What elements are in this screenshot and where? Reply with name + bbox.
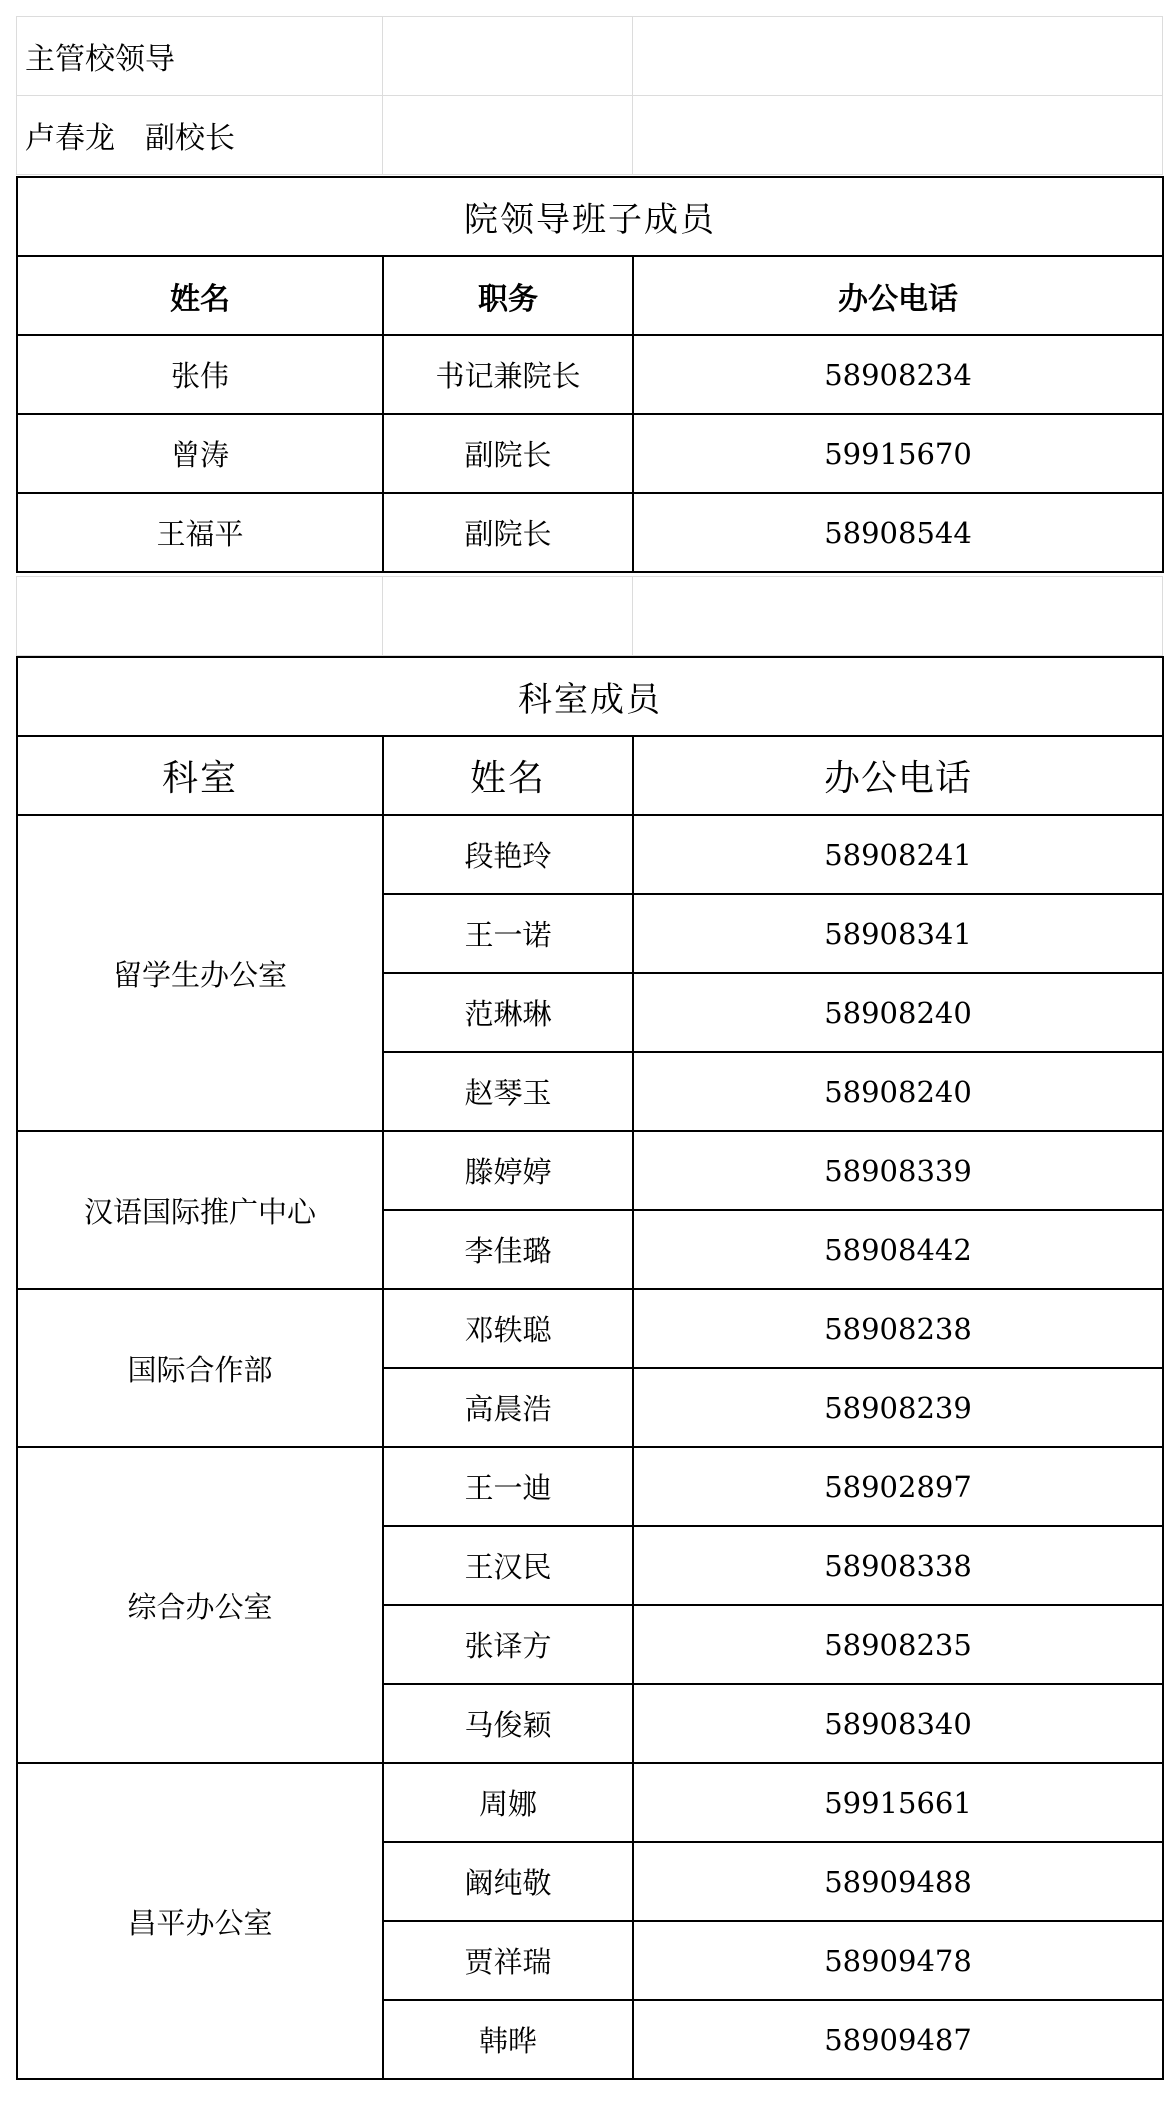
header-position: 职务 — [383, 256, 633, 335]
leader-name: 王福平 — [17, 493, 383, 572]
member-phone: 58908339 — [633, 1131, 1163, 1210]
member-name: 张译方 — [383, 1605, 633, 1684]
member-phone: 58908338 — [633, 1526, 1163, 1605]
table-row — [17, 815, 1163, 894]
member-name: 段艳玲 — [383, 815, 633, 894]
table-row — [17, 493, 1163, 572]
leader-position: 副院长 — [383, 493, 633, 572]
member-phone: 58909487 — [633, 2000, 1163, 2079]
member-phone: 58902897 — [633, 1447, 1163, 1526]
member-name: 王汉民 — [383, 1526, 633, 1605]
member-phone: 58908238 — [633, 1289, 1163, 1368]
member-name: 李佳璐 — [383, 1210, 633, 1289]
member-phone: 58908239 — [633, 1368, 1163, 1447]
member-name: 马俊颖 — [383, 1684, 633, 1763]
member-phone: 58909488 — [633, 1842, 1163, 1921]
member-name: 王一诺 — [383, 894, 633, 973]
member-name: 高晨浩 — [383, 1368, 633, 1447]
member-name: 范琳琳 — [383, 973, 633, 1052]
header-phone: 办公电话 — [633, 256, 1163, 335]
member-phone: 58908442 — [633, 1210, 1163, 1289]
header-name: 姓名 — [17, 256, 383, 335]
leadership-table — [16, 176, 1164, 573]
departments-table — [16, 656, 1164, 2080]
table-row — [17, 1131, 1163, 1210]
dept-name: 留学生办公室 — [17, 815, 383, 1131]
member-name: 阚纯敬 — [383, 1842, 633, 1921]
member-phone: 58908341 — [633, 894, 1163, 973]
header-phone: 办公电话 — [633, 736, 1163, 815]
dept-name: 综合办公室 — [17, 1447, 383, 1763]
leader-phone: 58908544 — [633, 493, 1163, 572]
dept-name: 汉语国际推广中心 — [17, 1131, 383, 1289]
header-name: 姓名 — [383, 736, 633, 815]
leader-position: 副院长 — [383, 414, 633, 493]
leader-position: 书记兼院长 — [383, 335, 633, 414]
member-name: 贾祥瑞 — [383, 1921, 633, 2000]
top-grid — [16, 16, 1163, 175]
member-phone: 58908340 — [633, 1684, 1163, 1763]
member-name: 王一迪 — [383, 1447, 633, 1526]
member-name: 邓轶聪 — [383, 1289, 633, 1368]
member-phone: 58908235 — [633, 1605, 1163, 1684]
table-row — [17, 1763, 1163, 1842]
member-phone: 58909478 — [633, 1921, 1163, 2000]
member-name: 韩晔 — [383, 2000, 633, 2079]
table-row — [17, 414, 1163, 493]
header-dept: 科室 — [17, 736, 383, 815]
member-phone: 59915661 — [633, 1763, 1163, 1842]
supervising-leader-name: 卢春龙 副校长 — [17, 96, 383, 175]
leader-phone: 58908234 — [633, 335, 1163, 414]
supervising-leader-label: 主管校领导 — [17, 17, 383, 96]
member-name: 周娜 — [383, 1763, 633, 1842]
member-name: 赵琴玉 — [383, 1052, 633, 1131]
dept-name: 国际合作部 — [17, 1289, 383, 1447]
table-row — [17, 1447, 1163, 1526]
table-row — [17, 335, 1163, 414]
departments-title: 科室成员 — [17, 657, 1163, 736]
dept-name: 昌平办公室 — [17, 1763, 383, 2079]
member-phone: 58908240 — [633, 973, 1163, 1052]
leader-name: 曾涛 — [17, 414, 383, 493]
member-phone: 58908241 — [633, 815, 1163, 894]
leader-phone: 59915670 — [633, 414, 1163, 493]
leader-name: 张伟 — [17, 335, 383, 414]
table-row — [17, 1289, 1163, 1368]
member-name: 滕婷婷 — [383, 1131, 633, 1210]
member-phone: 58908240 — [633, 1052, 1163, 1131]
leadership-title: 院领导班子成员 — [17, 177, 1163, 256]
spacer-grid — [16, 576, 1163, 656]
